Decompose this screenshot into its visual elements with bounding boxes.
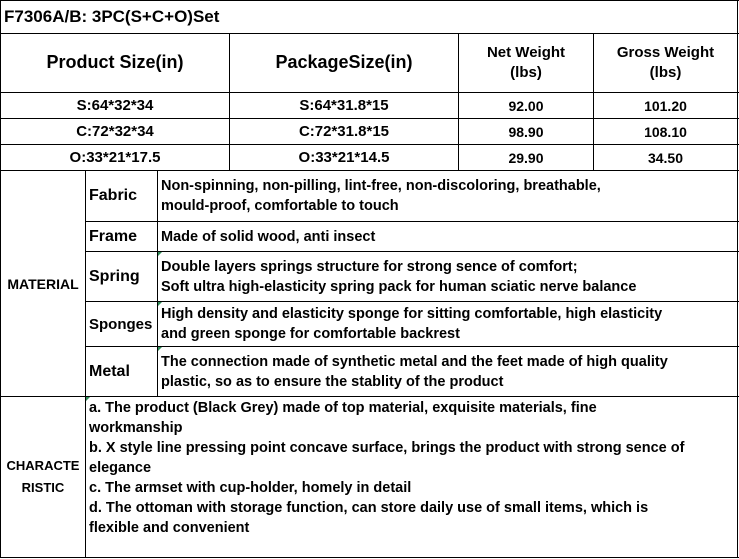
header-net-weight: Net Weight (lbs)	[486, 43, 566, 81]
material-spring-name: Spring	[89, 267, 140, 285]
grid-line	[85, 346, 739, 347]
material-fabric-desc: Non-spinning, non-pilling, lint-free, non-discoloring, breathable, mould-proof, comfortable to touch	[161, 178, 601, 214]
row-2-net-weight: 98.90	[508, 123, 544, 140]
material-label: MATERIAL	[7, 275, 79, 292]
header-product-size: Product Size(in)	[46, 52, 184, 72]
material-sponges-name: Sponges	[89, 315, 153, 333]
cell-comment-marker	[158, 252, 162, 256]
header-package-size: PackageSize(in)	[275, 52, 413, 72]
material-sponges-desc: High density and elasticity sponge for sitting comfortable, high elasticity and green sponge for comfortable backrest	[161, 306, 663, 342]
cell-comment-marker	[158, 347, 162, 351]
material-metal-desc: The connection made of synthetic metal and the feet made of high quality plastic, so as to ensure the stablity of the product	[161, 353, 668, 390]
grid-line	[0, 144, 739, 145]
material-fabric-name: Fabric	[89, 187, 138, 204]
grid-line	[0, 170, 739, 171]
characteristic-text: a. The product (Black Grey) made of top material, exquisite materials, fine workmanship b. X style line pressing point concave surface, brings the product with strong sence of elegance c. The armset with cup-holder, homely in detail d. The ottoman with storage function, can store daily use of small items, which is flexible and convenient	[89, 400, 685, 536]
grid-line	[593, 33, 594, 171]
grid-line	[0, 118, 739, 119]
row-3-gross-weight: 34.50	[647, 149, 684, 166]
material-frame-name: Frame	[89, 227, 138, 245]
header-gross-weight: Gross Weight (lbs)	[616, 43, 715, 81]
grid-line	[157, 170, 158, 397]
grid-line	[85, 301, 739, 302]
material-frame-desc: Made of solid wood, anti insect	[161, 228, 376, 245]
row-3-product-size: O:33*21*17.5	[69, 149, 161, 166]
material-metal-name: Metal	[89, 362, 130, 380]
grid-line	[85, 221, 739, 222]
grid-line	[85, 170, 86, 558]
grid-line	[0, 92, 739, 93]
grid-line	[0, 557, 739, 558]
characteristic-label: CHARACTE RISTIC	[6, 458, 80, 495]
sheet-title: F7306A/B: 3PC(S+C+O)Set	[4, 7, 220, 26]
row-2-package-size: C:72*31.8*15	[298, 123, 390, 140]
grid-line	[0, 0, 1, 558]
material-spring-desc: Double layers springs structure for strong sence of comfort; Soft ultra high-elasticity spring pack for human sciatic nerve balance	[161, 258, 637, 295]
grid-line	[0, 33, 739, 34]
grid-line	[0, 0, 739, 1]
grid-line	[85, 251, 739, 252]
grid-line	[737, 0, 738, 558]
grid-line	[229, 33, 230, 171]
grid-line	[0, 396, 739, 397]
cell-comment-marker	[158, 302, 162, 306]
row-2-product-size: C:72*32*34	[76, 123, 154, 140]
row-1-product-size: S:64*32*34	[76, 97, 154, 114]
cell-comment-marker	[86, 397, 90, 401]
row-1-net-weight: 92.00	[508, 97, 544, 114]
grid-line	[458, 33, 459, 171]
row-3-net-weight: 29.90	[508, 149, 544, 166]
row-1-gross-weight: 101.20	[644, 97, 687, 114]
row-2-gross-weight: 108.10	[644, 123, 687, 140]
row-3-package-size: O:33*21*14.5	[298, 149, 390, 166]
row-1-package-size: S:64*31.8*15	[299, 97, 389, 114]
